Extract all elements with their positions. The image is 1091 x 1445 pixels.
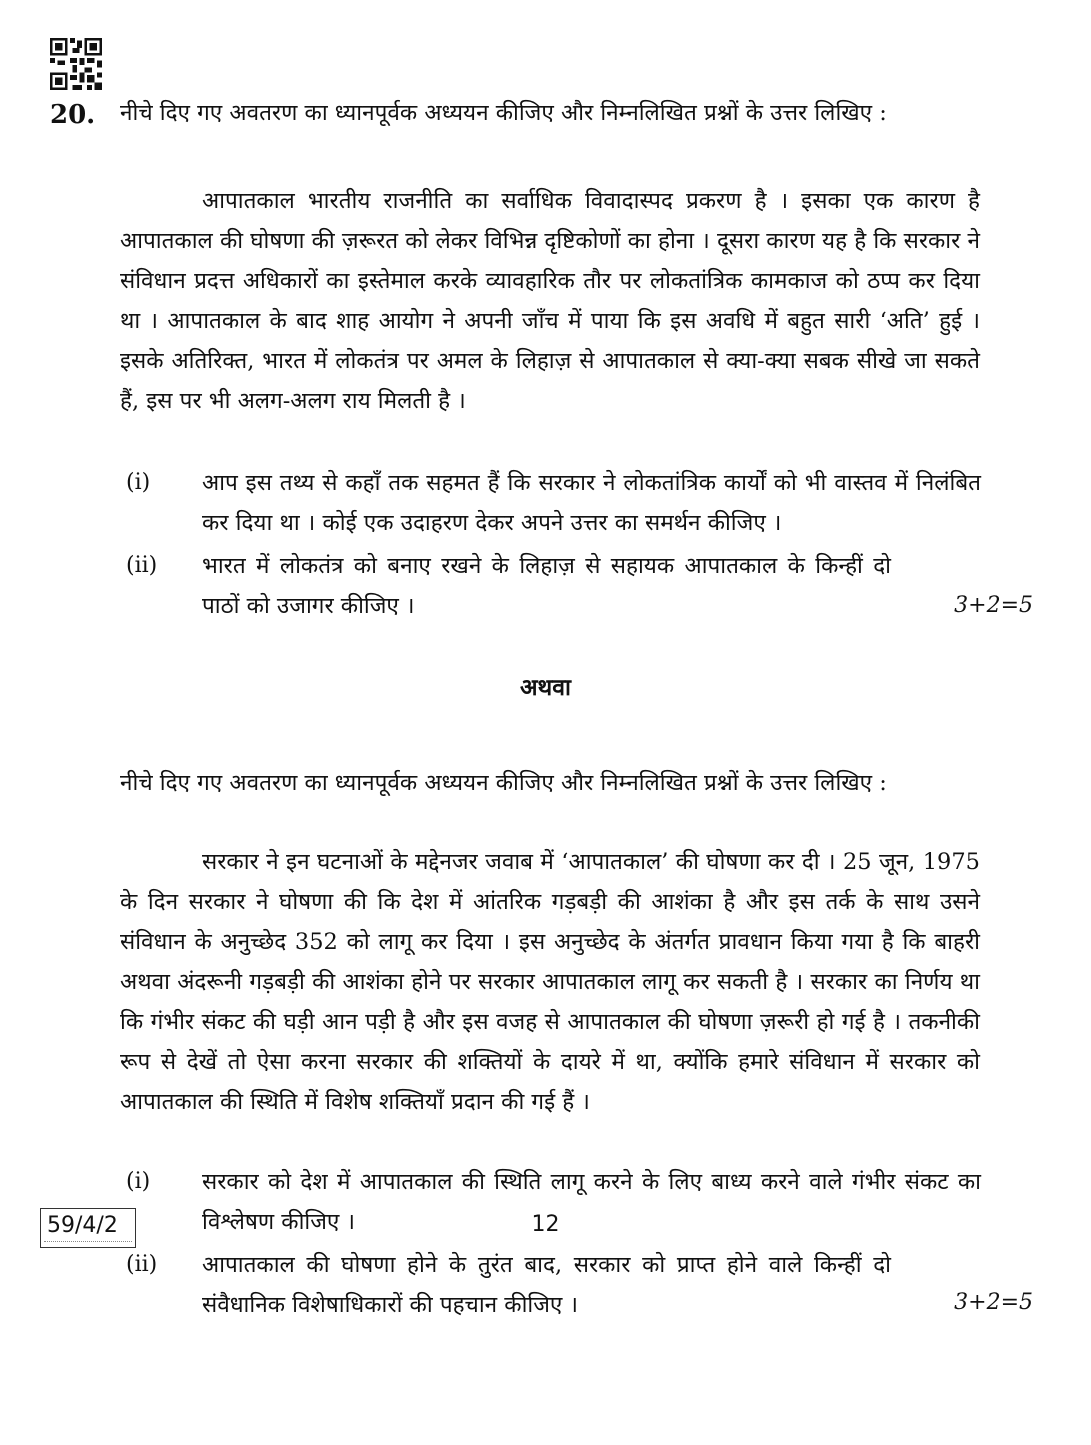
sub-question-1-i	[126, 463, 981, 543]
question-number: 20.	[50, 100, 96, 130]
or-heading: अथवा	[519, 674, 571, 701]
item-text: आप इस तथ्य से कहाँ तक सहमत हैं कि सरकार ने लोकतांत्रिक कार्यों को भी वास्तव में निलंबित कर दिया था । कोई एक उदाहरण देकर अपने उत्तर का समर्थन कीजिए ।	[202, 470, 981, 536]
instruction-1: नीचे दिए गए अवतरण का ध्यानपूर्वक अध्ययन कीजिए और निम्नलिखित प्रश्नों के उत्तर लिखिए :	[120, 100, 887, 126]
passage-1: आपातकाल भारतीय राजनीति का सर्वाधिक विवादास्पद प्रकरण है । इसका एक कारण है आपातकाल की घोषणा की ज़रूरत को लेकर विभिन्न दृष्टिकोणों का होना । दूसरा कारण यह है कि सरकार ने संविधान प्रदत्त अधिकारों का इस्तेमाल करके व्यावहारिक तौर पर लोकतांत्रिक कामकाज को ठप्प कर दिया था । आपातकाल के बाद शाह आयोग ने अपनी जाँच में पाया कि इस अवधि में बहुत सारी ‘अति’ हुई । इसके अतिरिक्त, भारत में लोकतंत्र पर अमल के लिहाज़ से आपातकाल से क्या-क्या सबक सीखे जा सकते हैं, इस पर भी अलग-अलग राय मिलती है ।	[120, 188, 980, 414]
instruction-2: नीचे दिए गए अवतरण का ध्यानपूर्वक अध्ययन कीजिए और निम्नलिखित प्रश्नों के उत्तर लिखिए :	[120, 770, 887, 796]
item-text: भारत में लोकतंत्र को बनाए रखने के लिहाज़ से सहायक आपातकाल के किन्हीं दो पाठों को उजागर कीजिए ।	[202, 553, 891, 619]
sub-question-1-ii	[126, 546, 981, 626]
paper-code: 59/4/2	[47, 1213, 118, 1238]
marks-2: 3+2=5	[954, 1290, 1033, 1315]
passage-2: सरकार ने इन घटनाओं के मद्देनजर जवाब में ‘आपातकाल’ की घोषणा कर दी । 25 जून, 1975 के दिन सरकार ने घोषणा की कि देश में आंतरिक गड़बड़ी की आशंका है और इस तर्क के साथ उसने संविधान के अनुच्छेद 352 को लागू कर दिया । इस अनुच्छेद के अंतर्गत प्रावधान किया गया है कि बाहरी अथवा अंदरूनी गड़बड़ी की आशंका होने पर सरकार आपातकाल लागू कर सकती है । सरकार का निर्णय था कि गंभीर संकट की घड़ी आन पड़ी है और इस वजह से आपातकाल की घोषणा ज़रूरी हो गई है । तकनीकी रूप से देखें तो ऐसा करना सरकार की शक्तियों के दायरे में था, क्योंकि हमारे संविधान में सरकार को आपातकाल की स्थिति में विशेष शक्तियाँ प्रदान की गई हैं ।	[120, 849, 980, 1115]
item-number: (ii)	[126, 553, 158, 578]
item-text: आपातकाल की घोषणा होने के तुरंत बाद, सरकार को प्राप्त होने वाले किन्हीं दो संवैधानिक विशेषाधिकारों की पहचान कीजिए ।	[202, 1252, 891, 1318]
item-number: (ii)	[126, 1252, 158, 1277]
page-number: 12	[531, 1212, 560, 1237]
item-text: सरकार को देश में आपातकाल की स्थिति लागू करने के लिए बाध्य करने वाले गंभीर संकट का विश्लेषण कीजिए ।	[202, 1169, 981, 1235]
item-number: (i)	[126, 1169, 151, 1194]
qr-code-icon	[50, 38, 102, 90]
sub-question-2-ii	[126, 1245, 981, 1325]
item-number: (i)	[126, 470, 151, 495]
marks-1: 3+2=5	[954, 593, 1033, 618]
